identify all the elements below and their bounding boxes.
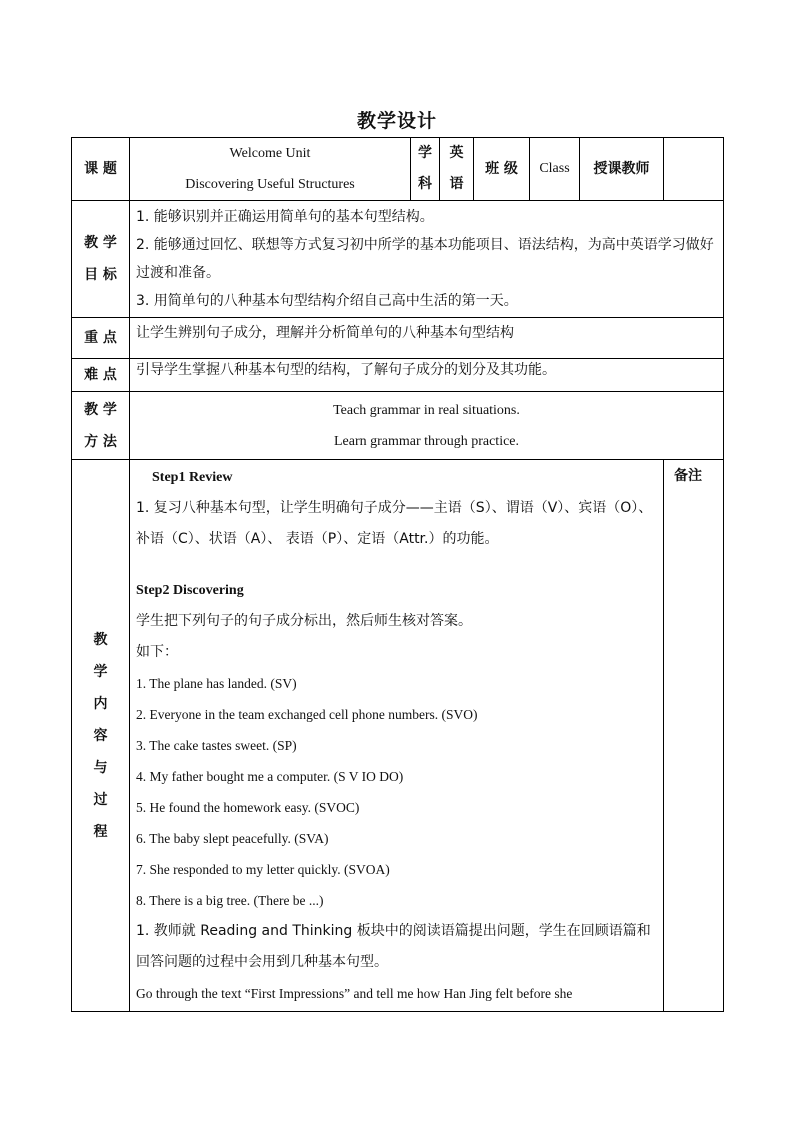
topic-line-2: Discovering Useful Structures [185,177,355,192]
topic-label: 课 题 [72,138,130,201]
class-label: 班 级 [474,138,530,201]
sentence-item: 7. She responded to my letter quickly. (SVOA) [136,862,390,877]
process-row [72,460,724,1012]
difficulty-text: 引导学生掌握八种基本句型的结构，了解句子成分的划分及其功能。 [130,359,724,392]
method-item: Learn grammar through practice. [333,433,520,449]
step2-intro: 学生把下列句子的句子成分标出，然后师生核对答案。 [136,613,472,629]
difficulty-row [72,359,724,392]
teacher-label: 授课教师 [580,138,664,201]
last-line: Go through the text “First Impressions” and tell me how Han Jing felt before she [136,986,573,1001]
difficulty-label: 难 点 [72,359,130,392]
objectives-row [72,201,724,318]
objective-item: 1. 能够识别并正确运用简单句的基本句型结构。 [136,209,434,225]
teacher-value [664,138,724,201]
sentence-item: 1. The plane has landed. (SV) [136,676,297,691]
page-title: 教学设计 [356,110,437,132]
sentence-item: 6. The baby slept peacefully. (SVA) [136,831,329,846]
objective-item: 2. 能够通过回忆、联想等方式复习初中所学的基本功能项目、语法结构，为高中英语学习做好过渡和准备。 [136,237,714,281]
objectives-label: 教 学 目 标 [72,201,130,318]
sentence-item: 2. Everyone in the team exchanged cell phone numbers. (SVO) [136,707,478,722]
class-value: Class [530,138,580,201]
methods-content [130,392,724,460]
objectives-content [130,201,724,318]
sentence-item: 3. The cake tastes sweet. (SP) [136,738,297,753]
topic-value [130,138,411,201]
reading-task: 1. 教师就 Reading and Thinking 板块中的阅读语篇提出问题，学生在回顾语篇和回答问题的过程中会用到几种基本句型。 [136,923,651,970]
subject-value: 英 语 [440,138,474,201]
objective-item: 3. 用简单句的八种基本句型结构介绍自己高中生活的第一天。 [136,293,518,309]
topic-row [72,138,724,201]
method-item: Teach grammar in real situations. [333,402,520,418]
sentence-item: 5. He found the homework easy. (SVOC) [136,800,360,815]
step1-title: Step1 Review [152,470,233,485]
step1-text: 1. 复习八种基本句型，让学生明确句子成分——主语（S）、谓语（V）、宾语（O）、补语（C）、状语（A）、 表语（P）、定语（Attr.）的功能。 [136,500,653,547]
key-point-text: 让学生辨别句子成分，理解并分析简单句的八种基本句型结构 [130,318,724,359]
topic-line-1: Welcome Unit [229,146,311,161]
lesson-plan-table [71,137,724,1012]
methods-row [72,392,724,460]
process-content [130,460,664,1012]
spacer [136,555,657,575]
key-point-row [72,318,724,359]
sentence-item: 8. There is a big tree. (There be ...) [136,893,324,908]
sentence-item: 4. My father bought me a computer. (S V IO DO) [136,769,404,784]
subject-label: 学 科 [411,138,440,201]
key-point-label: 重 点 [72,318,130,359]
process-label: 教 学 内 容 与 过 程 [72,460,130,1012]
methods-label: 教 学 方 法 [72,392,130,460]
step2-as-follows: 如下： [136,644,178,660]
remark-label: 备注 [664,460,724,1012]
step2-title: Step2 Discovering [136,583,244,598]
